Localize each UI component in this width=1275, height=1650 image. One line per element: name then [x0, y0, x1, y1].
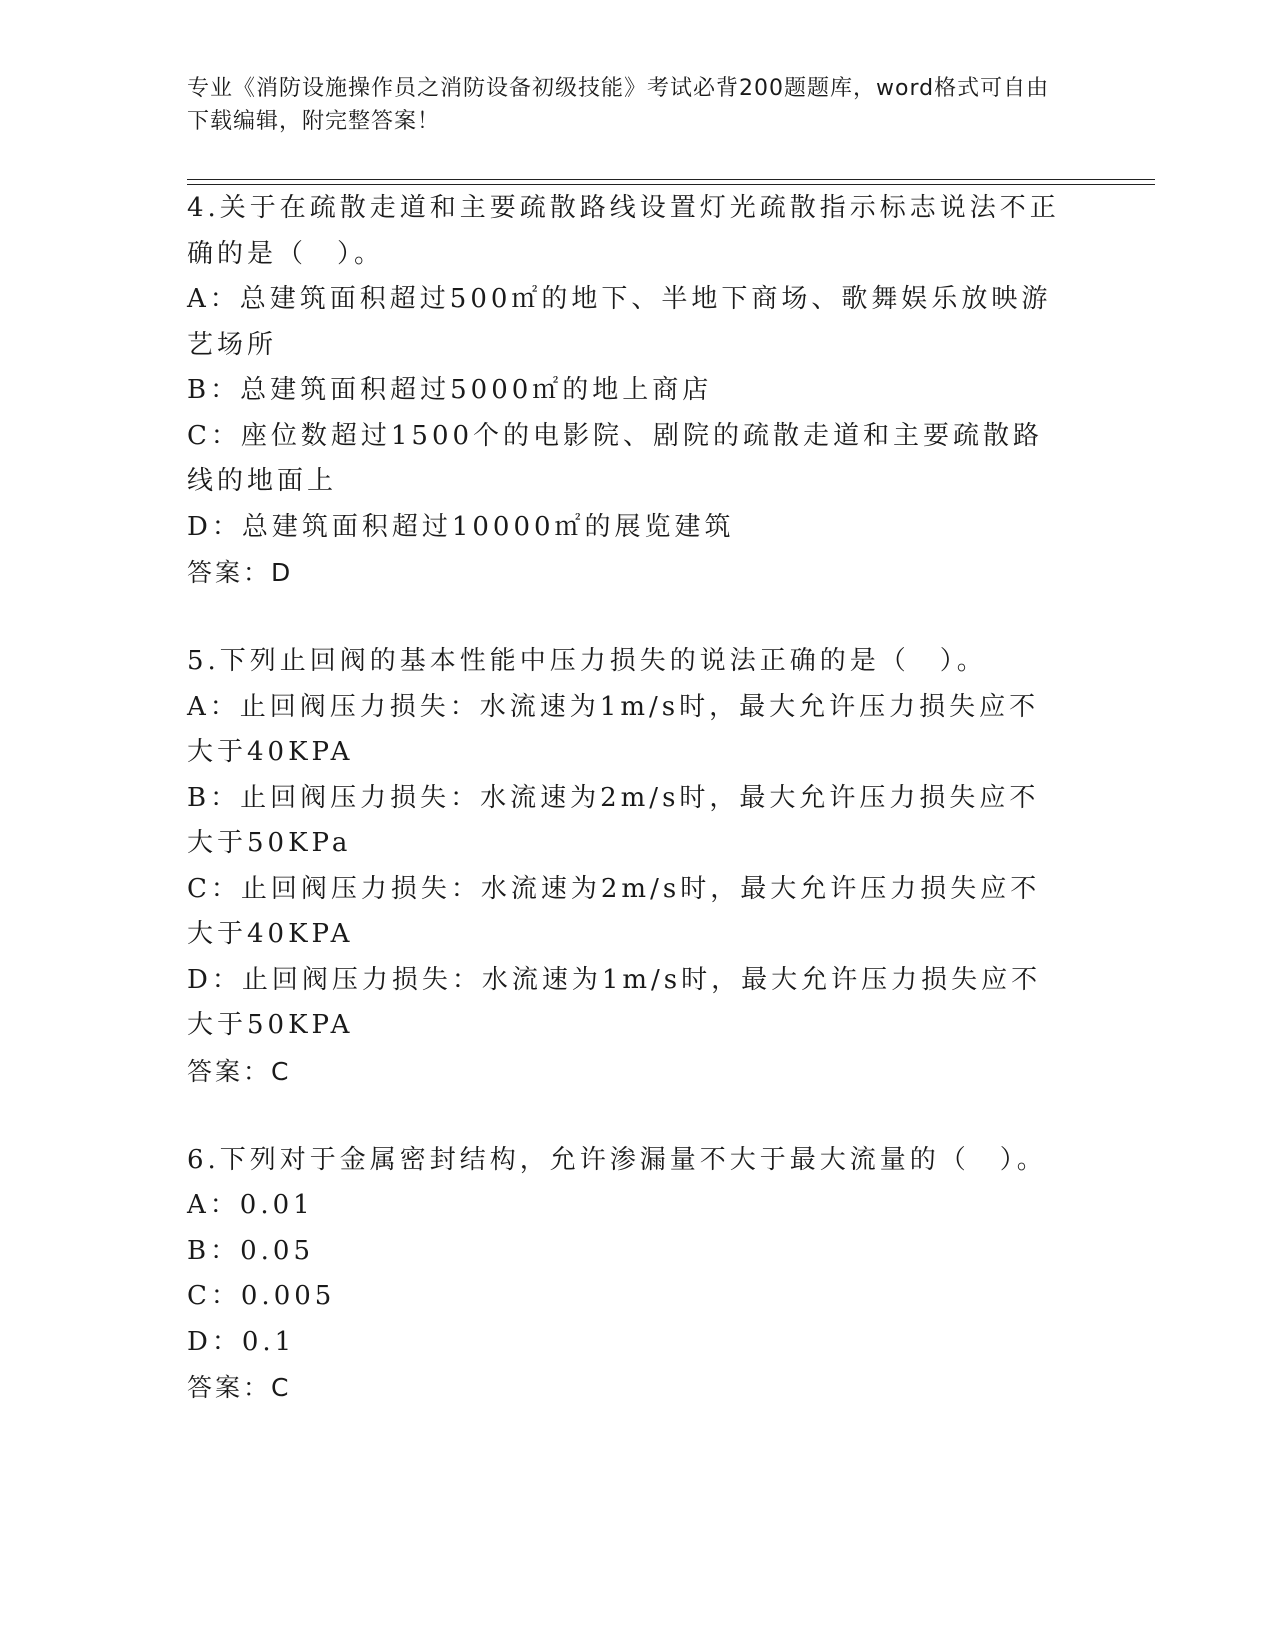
question-stem: 4.关于在疏散走道和主要疏散路线设置灯光疏散指示标志说法不正确的是（ ）。 — [187, 193, 1060, 269]
answer-label: 答案：C — [187, 1373, 292, 1402]
document-header: 专业《消防设施操作员之消防设备初级技能》考试必背200题题库，word格式可自由下载编辑，附完整答案！ — [187, 76, 1050, 134]
question-stem: 5.下列止回阀的基本性能中压力损失的说法正确的是（ ）。 — [187, 646, 987, 676]
question-stem: 6.下列对于金属密封结构，允许渗漏量不大于最大流量的（ ）。 — [187, 1144, 1047, 1175]
answer-label: 答案：D — [187, 558, 294, 587]
question-5 — [187, 639, 1067, 1095]
option-c: C：0.005 — [187, 1281, 336, 1311]
header-divider-top — [187, 179, 1155, 180]
answer-label: 答案：C — [187, 1056, 292, 1086]
option-c: C：座位数超过1500个的电影院、剧院的疏散走道和主要疏散路线的地面上 — [187, 420, 1044, 496]
question-4 — [187, 186, 1067, 596]
option-b: B：总建筑面积超过5000㎡的地上商店 — [187, 375, 713, 405]
question-list — [187, 186, 1067, 1454]
question-6 — [187, 1138, 1067, 1412]
option-d: D：止回阀压力损失：水流速为1m/s时，最大允许压力损失应不大于50KPA — [187, 964, 1042, 1040]
option-b: B：0.05 — [187, 1235, 314, 1266]
option-a: A：总建筑面积超过500㎡的地下、半地下商场、歌舞娱乐放映游艺场所 — [187, 284, 1052, 360]
option-d: D：0.1 — [187, 1326, 296, 1357]
option-b: B：止回阀压力损失：水流速为2m/s时，最大允许压力损失应不大于50KPa — [187, 782, 1040, 858]
option-c: C：止回阀压力损失：水流速为2m/s时，最大允许压力损失应不大于40KPA — [187, 873, 1041, 949]
option-d: D：总建筑面积超过10000㎡的展览建筑 — [187, 511, 735, 542]
option-a: A：0.01 — [187, 1190, 314, 1220]
option-a: A：止回阀压力损失：水流速为1m/s时，最大允许压力损失应不大于40KPA — [187, 691, 1040, 767]
header-divider-bottom — [187, 184, 1155, 185]
